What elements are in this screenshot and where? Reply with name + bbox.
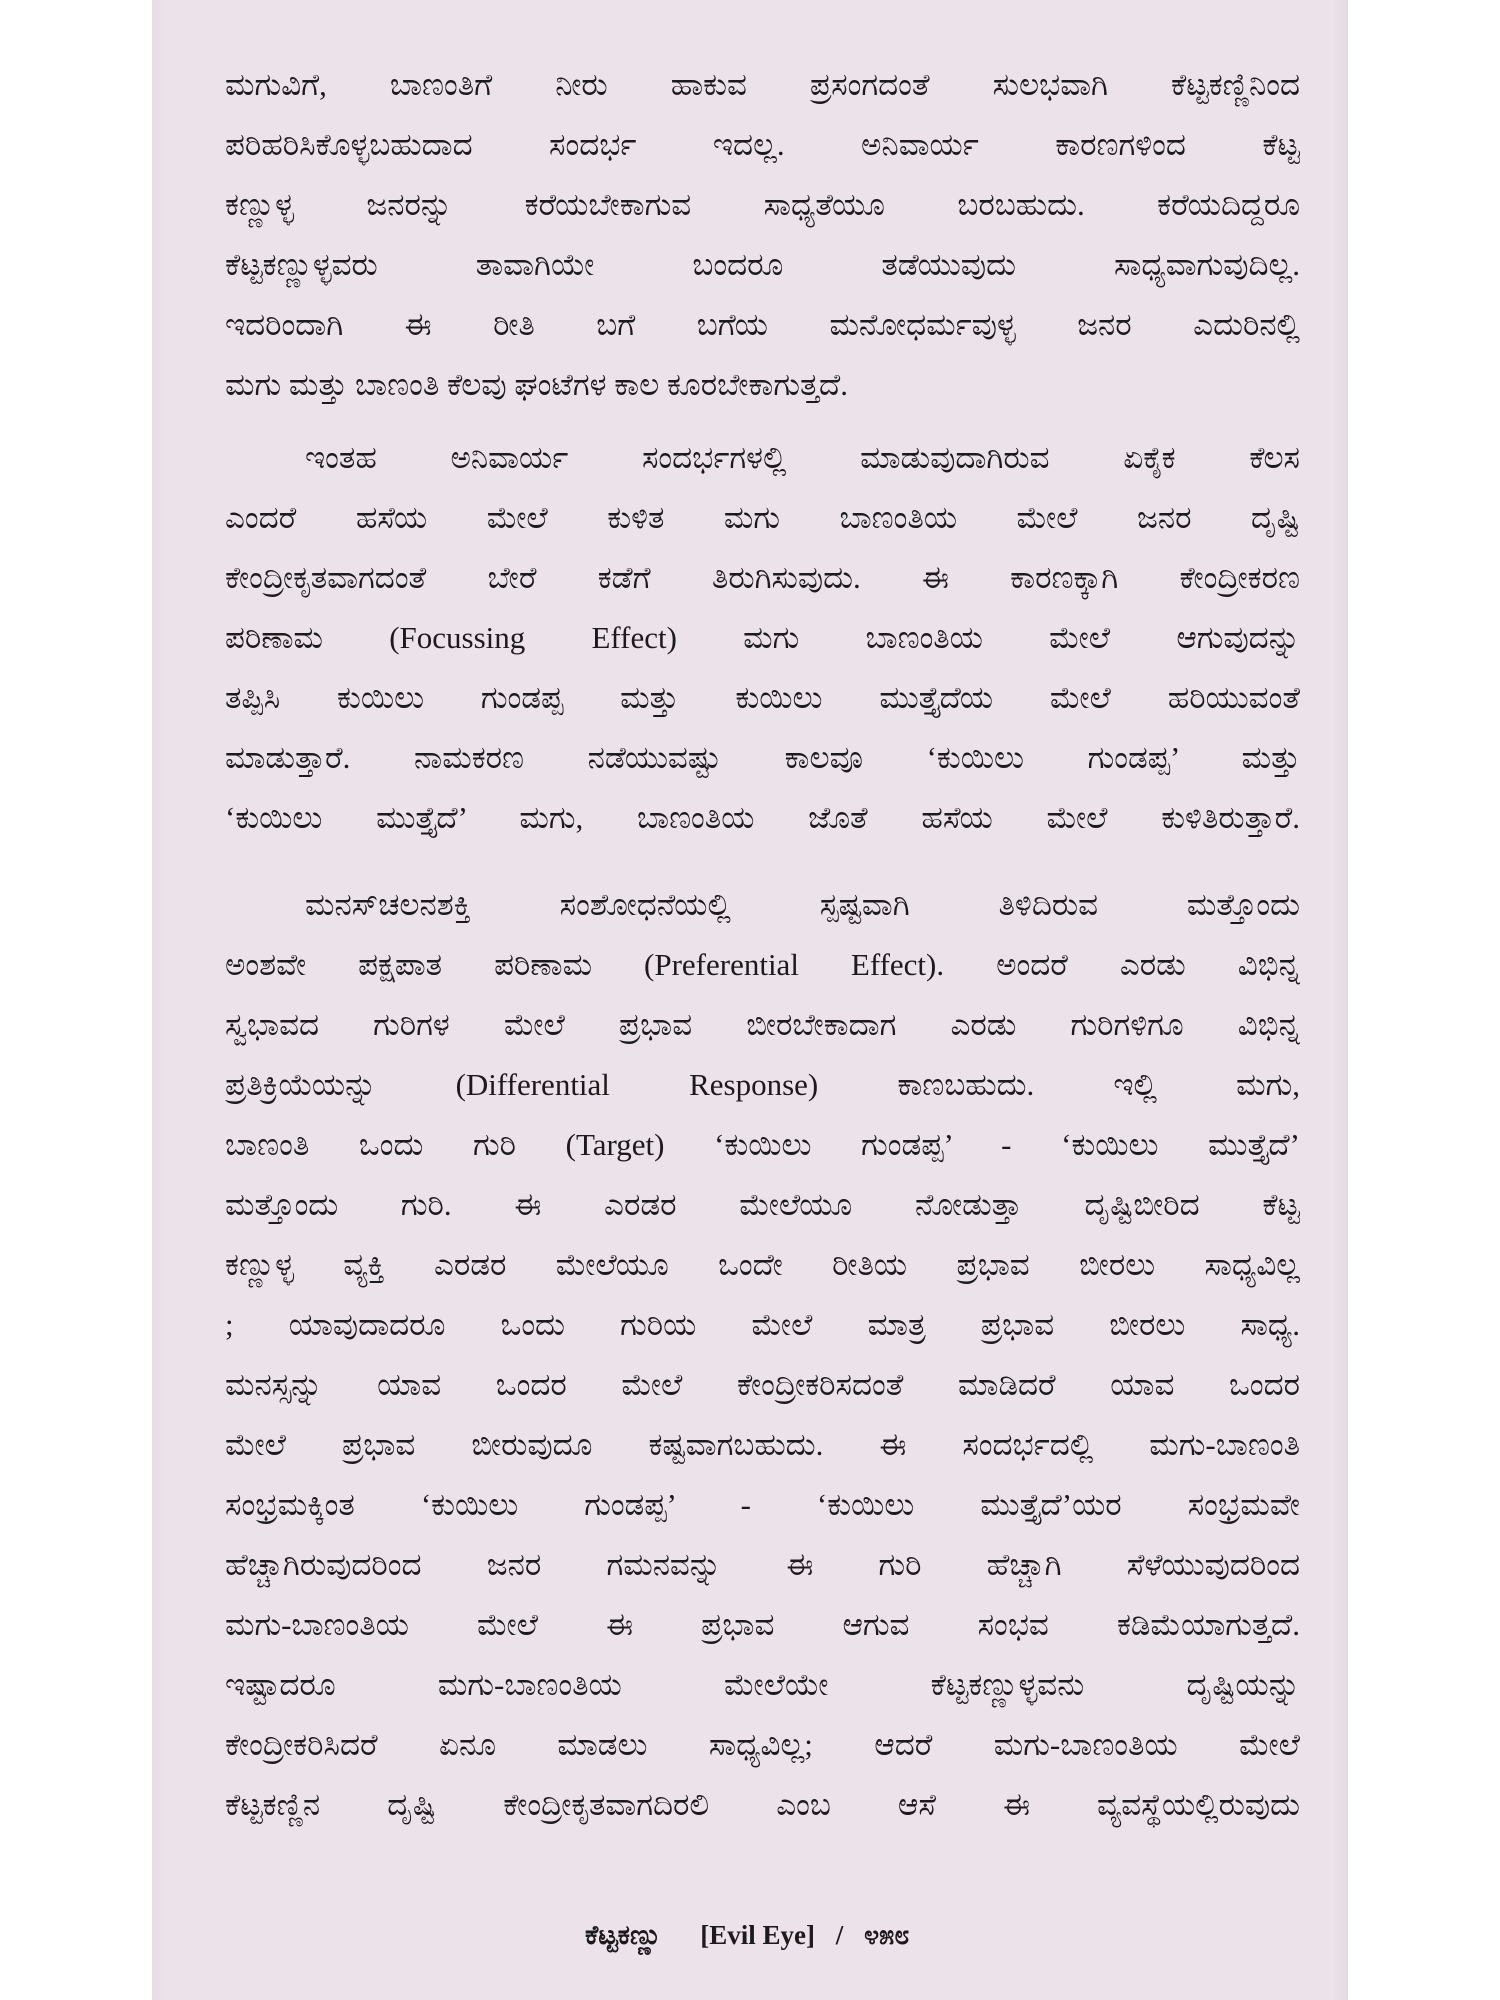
text-line: ಪ್ರತಿಕ್ರಿಯೆಯನ್ನು (Differential Response) ಕಾಣಬಹುದು. ಇಲ್ಲಿ ಮಗು, [225, 1067, 1300, 1102]
text-line: ಹೆಚ್ಚಾಗಿರುವುದರಿಂದ ಜನರ ಗಮನವನ್ನು ಈ ಗುರಿ ಹೆಚ್ಚಾಗಿ ಸೆಳೆಯುವುದರಿಂದ [225, 1547, 1300, 1582]
text-line: ಮನಸ್‌ಚಲನಶಕ್ತಿ ಸಂಶೋಧನೆಯಲ್ಲಿ ಸ್ಪಷ್ಟವಾಗಿ ತಿಳಿದಿರುವ ಮತ್ತೊಂದು [305, 887, 1300, 922]
page-footer [585, 1910, 909, 1960]
paragraph-2 [225, 428, 1300, 848]
text-line: ಮಗು-ಬಾಣಂತಿಯ ಮೇಲೆ ಈ ಪ್ರಭಾವ ಆಗುವ ಸಂಭವ ಕಡಿಮೆಯಾಗುತ್ತದೆ. [225, 1607, 1300, 1642]
text-line: ಕಣ್ಣುಳ್ಳ ಜನರನ್ನು ಕರೆಯಬೇಕಾಗುವ ಸಾಧ್ಯತೆಯೂ ಬರಬಹುದು. ಕರೆಯದಿದ್ದರೂ [225, 187, 1300, 222]
text-line: ಅಂಶವೇ ಪಕ್ಷಪಾತ ಪರಿಣಾಮ (Preferential Effect). ಅಂದರೆ ಎರಡು ವಿಭಿನ್ನ [225, 947, 1300, 982]
text-line: ಮನಸ್ಸನ್ನು ಯಾವ ಒಂದರ ಮೇಲೆ ಕೇಂದ್ರೀಕರಿಸದಂತೆ ಮಾಡಿದರೆ ಯಾವ ಒಂದರ [225, 1367, 1300, 1402]
text-line: ; ಯಾವುದಾದರೂ ಒಂದು ಗುರಿಯ ಮೇಲೆ ಮಾತ್ರ ಪ್ರಭಾವ ಬೀರಲು ಸಾಧ್ಯ. [225, 1307, 1300, 1342]
text-line: ಬಾಣಂತಿ ಒಂದು ಗುರಿ (Target) ‘ಕುಯಿಲು ಗುಂಡಪ್ಪ’ - ‘ಕುಯಿಲು ಮುತ್ತೈದೆ’ [225, 1127, 1300, 1162]
footer-subtitle: [Evil Eye] [700, 1920, 815, 1950]
text-line: ಪರಿಣಾಮ (Focussing Effect) ಮಗು ಬಾಣಂತಿಯ ಮೇಲೆ ಆಗುವುದನ್ನು [225, 620, 1300, 655]
text-line: ಪರಿಹರಿಸಿಕೊಳ್ಳಬಹುದಾದ ಸಂದರ್ಭ ಇದಲ್ಲ. ಅನಿವಾರ್ಯ ಕಾರಣಗಳಿಂದ ಕೆಟ್ಟ [225, 127, 1300, 162]
text-line: ಮಗುವಿಗೆ, ಬಾಣಂತಿಗೆ ನೀರು ಹಾಕುವ ಪ್ರಸಂಗದಂತೆ ಸುಲಭವಾಗಿ ಕೆಟ್ಟಕಣ್ಣಿನಿಂದ [225, 67, 1300, 102]
footer-separator: / [835, 1920, 844, 1950]
text-line: ತಪ್ಪಿಸಿ ಕುಯಿಲು ಗುಂಡಪ್ಪ ಮತ್ತು ಕುಯಿಲು ಮುತ್ತೈದೆಯ ಮೇಲೆ ಹರಿಯುವಂತೆ [225, 680, 1300, 715]
text-line: ಕೆಟ್ಟಕಣ್ಣಿನ ದೃಷ್ಟಿ ಕೇಂದ್ರೀಕೃತವಾಗದಿರಲಿ ಎಂಬ ಆಸೆ ಈ ವ್ಯವಸ್ಥೆಯಲ್ಲಿರುವುದು [225, 1787, 1300, 1822]
text-line: ಕೇಂದ್ರೀಕೃತವಾಗದಂತೆ ಬೇರೆ ಕಡೆಗೆ ತಿರುಗಿಸುವುದು. ಈ ಕಾರಣಕ್ಕಾಗಿ ಕೇಂದ್ರೀಕರಣ [225, 560, 1300, 595]
text-line: ಕೇಂದ್ರೀಕರಿಸಿದರೆ ಏನೂ ಮಾಡಲು ಸಾಧ್ಯವಿಲ್ಲ; ಆದರೆ ಮಗು-ಬಾಣಂತಿಯ ಮೇಲೆ [225, 1727, 1300, 1762]
text-line: ಕಣ್ಣುಳ್ಳ ವ್ಯಕ್ತಿ ಎರಡರ ಮೇಲೆಯೂ ಒಂದೇ ರೀತಿಯ ಪ್ರಭಾವ ಬೀರಲು ಸಾಧ್ಯವಿಲ್ಲ [225, 1247, 1300, 1282]
text-line: ಮಾಡುತ್ತಾರೆ. ನಾಮಕರಣ ನಡೆಯುವಷ್ಟು ಕಾಲವೂ ‘ಕುಯಿಲು ಗುಂಡಪ್ಪ’ ಮತ್ತು [225, 740, 1300, 775]
text-line: ಎಂದರೆ ಹಸೆಯ ಮೇಲೆ ಕುಳಿತ ಮಗು ಬಾಣಂತಿಯ ಮೇಲೆ ಜನರ ದೃಷ್ಟಿ [225, 500, 1300, 535]
page-number: ೪೫೮ [864, 1920, 910, 1950]
text-line: ಇಷ್ಟಾದರೂ ಮಗು-ಬಾಣಂತಿಯ ಮೇಲೆಯೇ ಕೆಟ್ಟಕಣ್ಣುಳ್ಳವನು ದೃಷ್ಟಿಯನ್ನು [225, 1667, 1300, 1702]
paragraph-3 [225, 875, 1300, 1835]
paragraph-1 [225, 55, 1300, 415]
text-line: ‘ಕುಯಿಲು ಮುತ್ತೈದೆ’ ಮಗು, ಬಾಣಂತಿಯ ಜೊತೆ ಹಸೆಯ ಮೇಲೆ ಕುಳಿತಿರುತ್ತಾರೆ. [225, 800, 1300, 835]
footer-book-title: ಕೆಟ್ಟಕಣ್ಣು [585, 1920, 662, 1950]
text-line: ಸ್ವಭಾವದ ಗುರಿಗಳ ಮೇಲೆ ಪ್ರಭಾವ ಬೀರಬೇಕಾದಾಗ ಎರಡು ಗುರಿಗಳಿಗೂ ವಿಭಿನ್ನ [225, 1007, 1300, 1042]
text-line: ಇಂತಹ ಅನಿವಾರ್ಯ ಸಂದರ್ಭಗಳಲ್ಲಿ ಮಾಡುವುದಾಗಿರುವ ಏಕೈಕ ಕೆಲಸ [305, 440, 1300, 475]
text-line: ಮೇಲೆ ಪ್ರಭಾವ ಬೀರುವುದೂ ಕಷ್ಟವಾಗಬಹುದು. ಈ ಸಂದರ್ಭದಲ್ಲಿ ಮಗು-ಬಾಣಂತಿ [225, 1427, 1300, 1462]
text-line: ಇದರಿಂದಾಗಿ ಈ ರೀತಿ ಬಗೆ ಬಗೆಯ ಮನೋಧರ್ಮವುಳ್ಳ ಜನರ ಎದುರಿನಲ್ಲಿ [225, 307, 1300, 342]
text-line: ಮಗು ಮತ್ತು ಬಾಣಂತಿ ಕೆಲವು ಘಂಟೆಗಳ ಕಾಲ ಕೂರಬೇಕಾಗುತ್ತದೆ. [225, 367, 849, 402]
text-line: ಸಂಭ್ರಮಕ್ಕಿಂತ ‘ಕುಯಿಲು ಗುಂಡಪ್ಪ’ - ‘ಕುಯಿಲು ಮುತ್ತೈದೆ’ಯರ ಸಂಭ್ರಮವೇ [225, 1487, 1300, 1522]
text-line: ಕೆಟ್ಟಕಣ್ಣುಳ್ಳವರು ತಾವಾಗಿಯೇ ಬಂದರೂ ತಡೆಯುವುದು ಸಾಧ್ಯವಾಗುವುದಿಲ್ಲ. [225, 247, 1300, 282]
text-line: ಮತ್ತೊಂದು ಗುರಿ. ಈ ಎರಡರ ಮೇಲೆಯೂ ನೋಡುತ್ತಾ ದೃಷ್ಟಿಬೀರಿದ ಕೆಟ್ಟ [225, 1187, 1300, 1222]
